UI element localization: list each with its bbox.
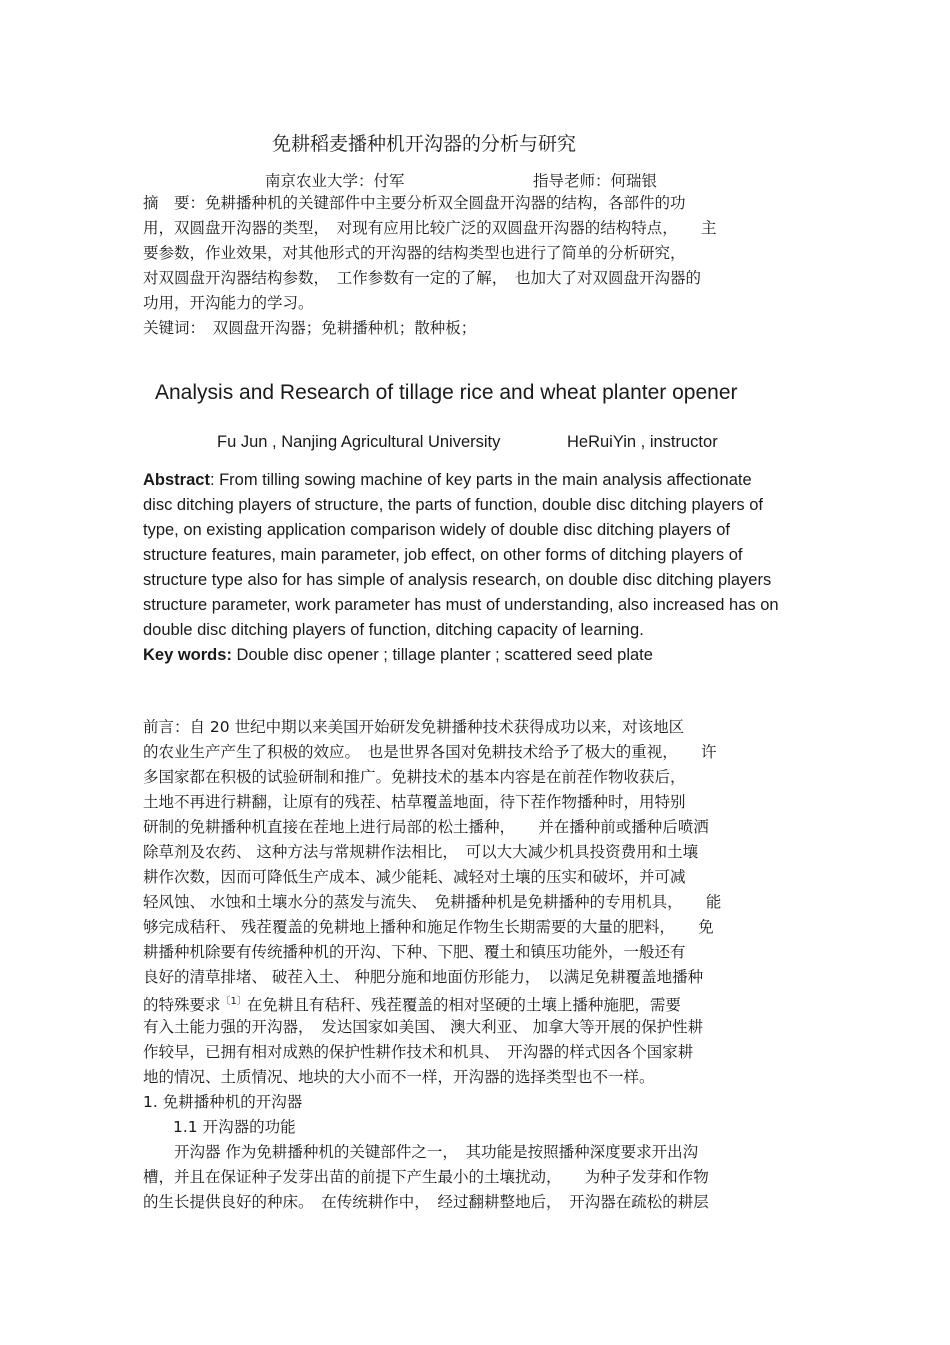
body-line: 良好的清草排堵、 破茬入土、 种肥分施和地面仿形能力， 以满足免耕覆盖地播种 xyxy=(143,968,704,986)
body-line: 研制的免耕播种机直接在茬地上进行局部的松土播种， 并在播种前或播种后喷洒 xyxy=(143,818,709,836)
en-advisor: HeRuiYin , instructor xyxy=(567,433,718,451)
cn-abstract-line: 对双圆盘开沟器结构参数， 工作参数有一定的了解， 也加大了对双圆盘开沟器的 xyxy=(143,269,702,287)
en-abstract-line: disc ditching players of structure, the parts of function, double disc ditching players of xyxy=(143,496,763,514)
body-line: 的生长提供良好的种床。 在传统耕作中， 经过翻耕整地后， 开沟器在疏松的耕层 xyxy=(143,1193,709,1211)
en-abstract-line: structure type also for has simple of analysis research, on double disc ditching players xyxy=(143,571,772,589)
en-author: Fu Jun , Nanjing Agricultural University xyxy=(217,433,501,451)
body-line xyxy=(143,992,681,1015)
en-keywords-line xyxy=(143,645,653,665)
body-line: 地的情况、土质情况、地块的大小而不一样，开沟器的选择类型也不一样。 xyxy=(143,1068,655,1086)
body-line: 有入土能力强的开沟器， 发达国家如美国、 澳大利亚、 加拿大等开展的保护性耕 xyxy=(143,1018,704,1036)
body-text-span: 在免耕且有秸秆、残茬覆盖的相对坚硬的土壤上播种施肥，需要 xyxy=(246,996,681,1014)
body-line: 槽，并且在保证种子发芽出苗的前提下产生最小的土壤扰动， 为种子发芽和作物 xyxy=(143,1168,709,1186)
body-line: 耕播种机除要有传统播种机的开沟、下种、下肥、覆土和镇压功能外，一般还有 xyxy=(143,943,686,961)
body-line: 作较早，已拥有相对成熟的保护性耕作技术和机具、 开沟器的样式因各个国家耕 xyxy=(143,1043,694,1061)
citation-ref: 〔1〕 xyxy=(220,996,247,1007)
section-heading-1: 1. 免耕播种机的开沟器 xyxy=(143,1093,303,1111)
cn-abstract-line: 摘 要：免耕播种机的关键部件中主要分析双全圆盘开沟器的结构，各部件的功 xyxy=(143,194,686,212)
en-abstract-text: : From tilling sowing machine of key parts in the main analysis affectionate xyxy=(209,471,752,489)
en-abstract-label: Abstract xyxy=(143,471,210,489)
body-line: 够完成秸秆、 残茬覆盖的免耕地上播种和施足作物生长期需要的大量的肥料， 免 xyxy=(143,918,714,936)
body-line: 的农业生产产生了积极的效应。 也是世界各国对免耕技术给予了极大的重视， 许 xyxy=(143,743,717,761)
en-abstract-line: structure parameter, work parameter has must of understanding, also increased has on xyxy=(143,596,779,614)
body-line: 前言：自 20 世纪中期以来美国开始研发免耕播种技术获得成功以来，对该地区 xyxy=(143,718,685,736)
en-abstract-line: type, on existing application comparison widely of double disc ditching players of xyxy=(143,521,730,539)
body-line: 除草剂及农药、 这种方法与常规耕作法相比， 可以大大减少机具投资费用和土壤 xyxy=(143,843,699,861)
body-line: 开沟器 作为免耕播种机的关键部件之一， 其功能是按照播种深度要求开出沟 xyxy=(143,1143,699,1161)
cn-abstract-line: 用，双圆盘开沟器的类型， 对现有应用比较广泛的双圆盘开沟器的结构特点， 主 xyxy=(143,219,717,237)
body-line: 土地不再进行耕翻，让原有的残茬、枯草覆盖地面，待下茬作物播种时，用特别 xyxy=(143,793,686,811)
en-abstract-line: structure features, main parameter, job effect, on other forms of ditching players of xyxy=(143,546,743,564)
body-text-span: 的特殊要求 xyxy=(143,996,221,1014)
cn-author: 南京农业大学：付军 xyxy=(265,172,405,190)
body-line: 耕作次数，因而可降低生产成本、减少能耗、减轻对土壤的压实和破坏，并可减 xyxy=(143,868,686,886)
en-abstract-line xyxy=(143,470,752,490)
en-abstract-line: double disc ditching players of function, ditching capacity of learning. xyxy=(143,621,644,639)
cn-abstract-line: 功用，开沟能力的学习。 xyxy=(143,294,314,312)
cn-keywords: 关键词： 双圆盘开沟器；免耕播种机；散种板； xyxy=(143,319,477,337)
en-title: Analysis and Research of tillage rice and wheat planter opener xyxy=(155,381,738,404)
cn-title: 免耕稻麦播种机开沟器的分析与研究 xyxy=(272,133,577,155)
body-line: 轻风蚀、 水蚀和土壤水分的蒸发与流失、 免耕播种机是免耕播种的专用机具， 能 xyxy=(143,893,722,911)
body-line: 多国家都在积极的试验研制和推广。免耕技术的基本内容是在前茬作物收获后， xyxy=(143,768,686,786)
en-keywords-text: Double disc opener ; tillage planter ; scattered seed plate xyxy=(231,646,653,664)
en-keywords-label: Key words: xyxy=(143,646,232,664)
section-heading-1-1: 1.1 开沟器的功能 xyxy=(173,1118,296,1136)
cn-abstract-line: 要参数，作业效果，对其他形式的开沟器的结构类型也进行了简单的分析研究， xyxy=(143,244,686,262)
cn-advisor: 指导老师：何瑞银 xyxy=(533,172,658,190)
